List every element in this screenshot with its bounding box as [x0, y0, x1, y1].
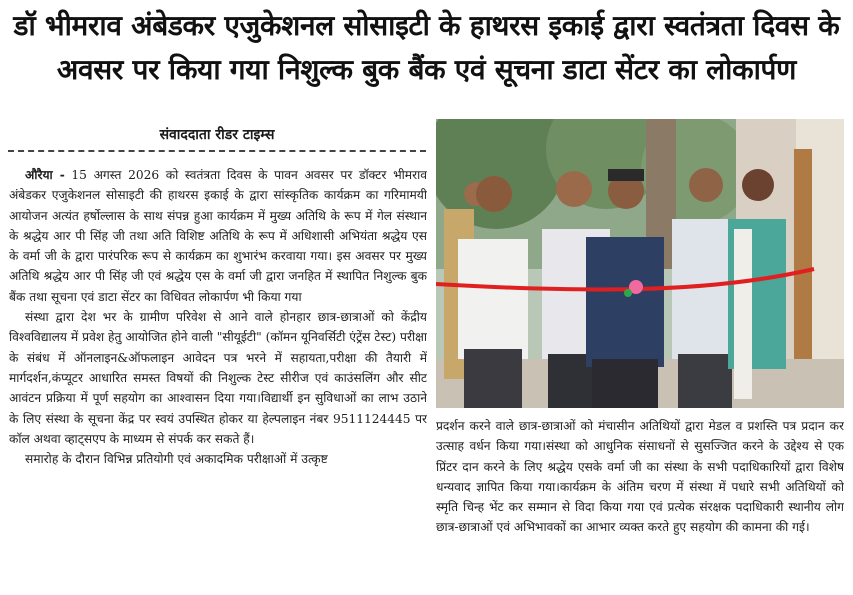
- headline: डॉ भीमराव अंबेडकर एजुकेशनल सोसाइटी के हाथरस इकाई द्वारा स्वतंत्रता दिवस के अवसर पर किया गया निशुल्क बुक बैंक एवं सूचना डाटा सेंटर का लोकार्पण: [13, 9, 840, 86]
- article-paragraph-right: प्रदर्शन करने वाले छात्र-छात्राओं को मंचासीन अतिथियों द्वारा मेडल व प्रशस्ति पत्र प्रदान कर उत्साह वर्धन किया गया।संस्था को आधुनिक संसाधनों से सुसज्जित करने के उद्देश्य से एक प्रिंटर दान करने के लिए श्रद्धेय एसके वर्मा जी का संस्था के सभी पदाधिकारियों द्वारा विशेष धन्यवाद ज्ञापित किया गया।कार्यक्रम के अंतिम चरण में संस्था में पधारे सभी अतिथियों को स्मृति चिन्ह भेंट कर सम्मान से विदा किया गया एवं प्रत्येक संरक्षक पदाधिकारी स्थानीय लोग छात्र-छात्राओं एवं अभिभावकों का आभार व्यक्त करते हुए सहयोग की कामना की गई।: [436, 419, 844, 535]
- paragraph-1-text: 15 अगस्त 2026 को स्वतंत्रता दिवस के पावन अवसर पर डॉक्टर भीमराव अंबेडकर एजुकेशनल सोसाइटी की हाथरस इकाई के द्वारा सांस्कृतिक कार्यक्रम का गरिमामयी आयोजन अत्यंत हर्षोल्लास के साथ संपन्न हुआ कार्यक्रम में मुख्य अतिथि के रूप में गेल संस्थान के श्रद्धेय आर पी सिंह जी तथा अति विशिष्ट अतिथि के रूप में अधिशासी अभियंता श्रद्धेय एस के वर्मा जी के द्वारा पारंपरिक रूप से कार्यक्रम का शुभारंभ करवाया गया। इस अवसर पर मुख्य अतिथि श्रद्धेय आर पी सिंह जी एवं श्रद्धेय एस के वर्मा जी द्वारा जनहित में स्थापित निशुल्क बुक बैंक तथा सूचना एवं डाटा सेंटर का विधिवत लोकार्पण भी किया गया: [9, 168, 427, 304]
- article-paragraph-3: समारोह के दौरान विभिन्न प्रतियोगी एवं अकादमिक परीक्षाओं में उत्कृष्ट: [25, 452, 328, 467]
- byline-divider: [8, 150, 426, 152]
- article-column-right: [436, 416, 844, 591]
- article-column-left: [9, 165, 427, 593]
- article-paragraph-1: [9, 165, 427, 307]
- byline: संवाददाता रीडर टाइम्स: [159, 127, 275, 143]
- dateline: औरैया -: [25, 168, 65, 182]
- event-photo: [436, 119, 844, 408]
- article-paragraph-2: संस्था द्वारा देश भर के ग्रामीण परिवेश से आने वाले होनहार छात्र-छात्राओं को केंद्रीय विश्वविद्यालय में प्रवेश हेतु आयोजित होने वाली "सीयूईटी" (कॉमन यूनिवर्सिटी एंट्रेंस टेस्ट) परीक्षा के संबंध में ऑनलाइन&ऑफलाइन आवेदन पत्र भरने में सहायता,परीक्षा की तैयारी में मार्गदर्शन,कंप्यूटर आधारित समस्त विषयों की निशुल्क टेस्ट सीरीज एवं काउंसलिंग और सीट आवंटन प्रक्रिया में पूर्ण सहयोग का आश्वासन दिया गया।विद्यार्थी इन सुविधाओं का लाभ उठाने के लिए संस्था के सूचना केंद्र पर स्वयं उपस्थित होकर या हेल्पलाइन नंबर 9511124445 पर कॉल अथवा व्हाट्सएप के माध्यम से संपर्क कर सकते हैं।: [9, 310, 427, 446]
